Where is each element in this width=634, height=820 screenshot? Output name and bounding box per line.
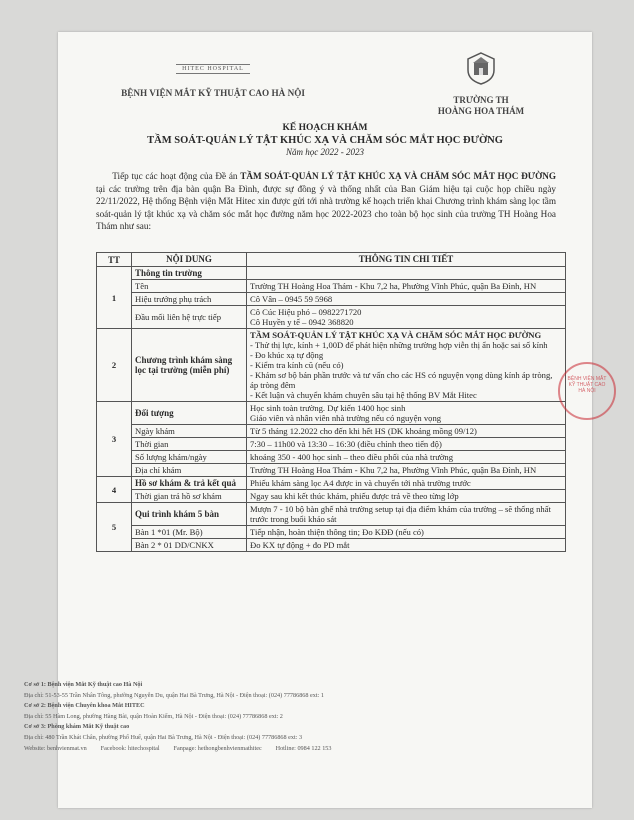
footer-branch-2-address: Địa chỉ: 55 Hàm Long, phường Hàng Bài, quận Hoàn Kiếm, Hà Nội - Điện thoại: (024) 77786868 ext: 2 [24,712,283,720]
footer-branch-3-title: Cơ sở 3: Phòng khám Mắt Kỹ thuật cao [24,723,130,731]
contact-line-1: Cô Cúc Hiệu phó – 0982271720 [250,307,362,317]
section-number: 4 [97,477,132,503]
row-value: Ngay sau khi kết thúc khám, phiếu được trả về theo từng lớp [247,490,566,503]
program-item: - Thử thị lực, kính + 1,00D để phát hiện những trường hợp viễn thị ẩn hoặc sai số kính [250,340,548,350]
row-value: Trường TH Hoàng Hoa Thám - Khu 7,2 ha, Phường Vĩnh Phúc, quận Ba Đình, HN [247,280,566,293]
section-number: 5 [97,503,132,552]
footer-facebook: Facebook: hitechospital [100,744,160,752]
school-line-1: TRƯỜNG TH [453,95,509,105]
target-line-1: Học sinh toàn trường. Dự kiến 1400 học sinh [250,403,406,413]
row-value: khoảng 350 - 400 học sinh – theo điều phối của nhà trường [247,451,566,464]
row-label: Hiệu trưởng phụ trách [132,293,247,306]
row-label: Đầu mối liên hệ trực tiếp [132,306,247,329]
hospital-logo: HITEC HOSPITAL [176,64,250,74]
section-heading: Hồ sơ khám & trả kết quả [132,477,247,490]
row-value [247,306,566,329]
table-row [97,425,566,438]
row-value: Từ 5 tháng 12.2022 cho đến khi hết HS (DK khoảng mồng 09/12) [247,425,566,438]
program-title: TẦM SOÁT-QUẢN LÝ TẬT KHÚC XẠ VÀ CHĂM SÓC MẮT HỌC ĐƯỜNG [250,330,542,340]
school-year: Năm học 2022 - 2023 [286,147,364,157]
table-row [97,267,566,280]
row-value: Cô Vân – 0945 59 5968 [247,293,566,306]
footer-contacts [24,744,524,755]
target-line-2: Giáo viên và nhân viên nhà trường nếu có nguyện vọng [250,413,442,423]
school-emblem-icon [463,50,499,86]
table-row [97,306,566,329]
program-item: - Kiểm tra kính cũ (nếu có) [250,360,344,370]
row-value: Phiếu khám sàng lọc A4 được in và chuyển tới nhà trường trước [247,477,566,490]
stamp-text: BỆNH VIỆN MẮT KỸ THUẬT CAO HÀ NỘI [567,376,607,394]
header-content: NỘI DUNG [132,253,247,267]
table-row [97,490,566,503]
table-row [97,477,566,490]
section-number: 3 [97,402,132,477]
school-header [426,50,536,117]
row-label: Bàn 2 * 01 DD/CNKX [132,539,247,552]
footer-website: Website: benhvienmat.vn [24,744,87,752]
table-row [97,438,566,451]
hospital-header [118,57,308,98]
row-label: Bàn 1 *01 (Mr. Bộ) [132,526,247,539]
section-heading: Đối tượng [132,402,247,425]
title-block [58,122,592,158]
table-row [97,402,566,425]
intro-text-2: tại các trường trên địa bàn quận Ba Đình, được sự đồng ý và thống nhất của Ban Giám hiệu tại cuộc họp chiều ngày 22/11/2022, Hệ thống Bệnh viện Mắt Hitec xin được gửi tới nhà trường kế hoạch triển khai Chương trình khám sàng lọc tầm soát-quản lý tật khúc xạ và chăm sóc mắt học đường năm học 2022-2023 cho toàn bộ học sinh của trường TH Hoàng Hoa Thám như sau: [96,183,556,232]
row-value: 7:30 – 11h00 và 13:30 – 16:30 (điều chỉnh theo tiến độ) [247,438,566,451]
table-row [97,451,566,464]
plan-subtitle: TẦM SOÁT-QUẢN LÝ TẬT KHÚC XẠ VÀ CHĂM SÓC MẮT HỌC ĐƯỜNG [147,135,503,146]
program-item: - Đo khúc xạ tự động [250,350,324,360]
header-tt: TT [97,253,132,267]
section-number: 2 [97,329,132,402]
table-row [97,526,566,539]
hospital-stamp [558,362,616,420]
plan-table [96,252,566,552]
program-item: - Khám sơ bộ bán phần trước và tư vấn cho các HS có nguyện vọng dùng kính áp tròng, áp tròng đêm [250,370,553,390]
program-detail [247,329,566,402]
header-detail: THÔNG TIN CHI TIẾT [247,253,566,267]
row-label: Ngày khám [132,425,247,438]
intro-text-1: Tiếp tục các hoạt động của Đề án [112,171,241,181]
row-label: Địa chỉ khám [132,464,247,477]
row-label: Thời gian trả hồ sơ khám [132,490,247,503]
table-row [97,464,566,477]
row-value [247,402,566,425]
table-row [97,293,566,306]
table-row [97,280,566,293]
table-row [97,539,566,552]
table-row [97,503,566,526]
footer-hotline: Hotline: 0984 122 153 [275,744,332,752]
table-row [97,329,566,402]
hospital-name: BỆNH VIỆN MẮT KỸ THUẬT CAO HÀ NỘI [121,88,305,98]
section-heading: Thông tin trường [132,267,247,280]
section-heading: Chương trình khám sàng lọc tại trường (miễn phí) [132,329,247,402]
program-item: - Kết luận và chuyển khám chuyên sâu tại hệ thống BV Mắt Hitec [250,390,477,400]
row-label: Số lượng khám/ngày [132,451,247,464]
footer [24,680,524,754]
intro-program-name: TẦM SOÁT-QUẢN LÝ TẬT KHÚC XẠ VÀ CHĂM SÓC MẮT HỌC ĐƯỜNG [240,171,556,181]
table-header-row [97,253,566,267]
row-label: Thời gian [132,438,247,451]
footer-branch-2-title: Cơ sở 2: Bệnh viện Chuyên khoa Mắt HITEC [24,702,145,710]
section-number: 1 [97,267,132,329]
footer-branch-3-address: Địa chỉ: 480 Trần Khát Chân, phường Phố Huế, quận Hai Bà Trưng, Hà Nội - Điện thoại: (024) 77786868 ext: 3 [24,733,303,741]
footer-branch-1-address: Địa chỉ: 51-53-55 Trần Nhân Tông, phường Nguyễn Du, quận Hai Bà Trưng, Hà Nội - Điện thoại: (024) 77786868 ext: 1 [24,691,324,699]
row-label: Tên [132,280,247,293]
row-value: Mượn 7 - 10 bộ bàn ghế nhà trường setup tại địa điểm khám của trường – sẽ thống nhất trước trong buổi khảo sát [247,503,566,526]
section-heading: Qui trình khám 5 bàn [132,503,247,526]
school-line-2: HOÀNG HOA THÁM [437,106,525,116]
plan-title: KẾ HOẠCH KHÁM [282,123,368,133]
footer-branch-1-title: Cơ sở 1: Bệnh viện Mắt Kỹ thuật cao Hà Nội [24,681,143,688]
row-value: Đo KX tự động + đo PD mắt [247,539,566,552]
contact-line-2: Cô Huyền y tế – 0942 368820 [250,317,354,327]
row-value: Tiếp nhận, hoàn thiện thông tin; Đo KĐĐ (nếu có) [247,526,566,539]
footer-fanpage: Fanpage: hethongbenhvienmathitec [173,744,262,752]
row-value: Trường TH Hoàng Hoa Thám - Khu 7,2 ha, Phường Vĩnh Phúc, quận Ba Đình, HN [247,464,566,477]
intro-paragraph [96,170,556,233]
